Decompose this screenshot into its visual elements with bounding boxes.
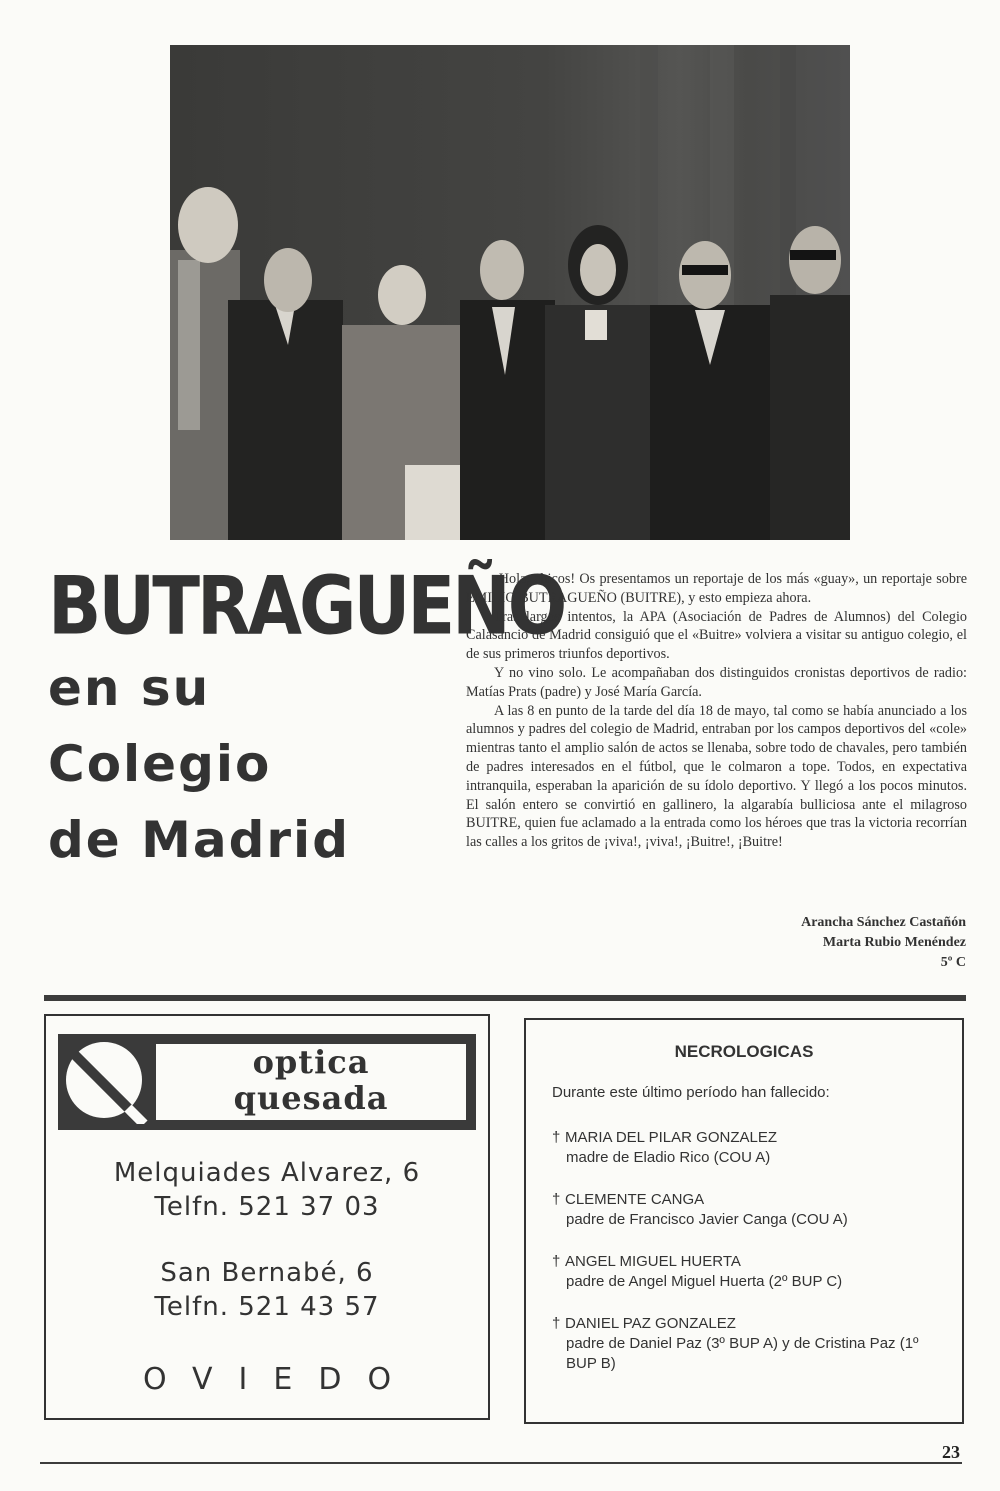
article-body: [466, 570, 967, 852]
cross-icon: †: [552, 1315, 561, 1332]
necrologicas-title: NECROLOGICAS: [674, 1042, 814, 1061]
ad-logo: [58, 1034, 476, 1130]
deceased-relation: madre de Eladio Rico (COU A): [566, 1149, 771, 1166]
headline-line-3: de Madrid: [48, 811, 350, 869]
author-name: Arancha Sánchez Castañón: [801, 915, 966, 930]
location-phone: Telfn. 521 37 03: [154, 1192, 380, 1222]
article-paragraph: ¡Hola, chicos! Os presentamos un reportaje de los más «guay», un reportaje sobre EMILIO BUTRAGUEÑO (BUITRE), y esto empieza ahora.: [466, 571, 967, 606]
deceased-relation: padre de Daniel Paz (3º BUP A) y de Cristina Paz (1º BUP B): [566, 1335, 919, 1372]
location-address: San Bernabé, 6: [160, 1258, 374, 1288]
section-divider: [44, 995, 966, 1001]
brand-line-1: optica: [252, 1043, 370, 1081]
author-class: 5º C: [940, 955, 966, 970]
necrologicas-box: [524, 1018, 964, 1424]
deceased-name: MARIA DEL PILAR GONZALEZ: [565, 1129, 777, 1146]
necrologica-entry: [552, 1128, 952, 1168]
cross-icon: †: [552, 1191, 561, 1208]
deceased-name: ANGEL MIGUEL HUERTA: [565, 1253, 741, 1270]
article-paragraph: Tras largos intentos, la APA (Asociación de Padres de Alumnos) del Colegio Calasancio de Madrid consiguió que el «Buitre» volviera a visitar su antiguo colegio, el de sus primeros triunfos deportivos.: [466, 608, 967, 663]
footer-divider: [40, 1462, 962, 1464]
location-phone: Telfn. 521 43 57: [154, 1292, 380, 1322]
headline-line-1: en su: [48, 659, 211, 717]
ad-brand-name: [156, 1044, 466, 1120]
necrologica-entry: [552, 1190, 952, 1230]
necrologica-entry: [552, 1314, 952, 1374]
author-name: Marta Rubio Menéndez: [822, 935, 966, 950]
article-paragraph: Y no vino solo. Le acompañaban dos distinguidos cronistas deportivos de radio: Matías Prats (padre) y José María García.: [466, 664, 967, 700]
headline-main: BUTRAGUEÑO: [48, 558, 565, 654]
article-headline: [48, 558, 565, 878]
cross-icon: †: [552, 1253, 561, 1270]
article-paragraph: A las 8 en punto de la tarde del día 18 de mayo, tal como se había anunciado a los alumnos y padres del colegio de Madrid, entraban por los campos deportivos del «cole» mientras tanto el amplio salón de actos se llenaba, sobre todo de chavales, pero también de padres interesados en el fútbol, que le colmaron a tope. Todos, en expectativa intranquila, esperaban la aparición de su ídolo deportivo. Y llegó a los pocos minutos. El salón entero se convirtió en gallinero, la algarabía bulliciosa ante el milagroso BUITRE, quien fue aclamado a la entrada como los héroes que tras la victoria recorrían las calles a los gritos de ¡viva!, ¡viva!, ¡Buitre!, ¡Buitre!: [466, 702, 967, 851]
necrologica-entry: [552, 1252, 952, 1292]
location-address: Melquiades Alvarez, 6: [113, 1158, 421, 1188]
deceased-relation: padre de Angel Miguel Huerta (2º BUP C): [566, 1273, 843, 1290]
q-lens-icon: [64, 1040, 148, 1124]
ad-city: OVIEDO: [142, 1362, 418, 1397]
article-byline: [801, 913, 966, 973]
optica-quesada-ad: [44, 1014, 490, 1420]
brand-line-2: quesada: [233, 1079, 389, 1117]
necrologicas-list: [552, 1128, 952, 1396]
deceased-name: DANIEL PAZ GONZALEZ: [565, 1315, 736, 1332]
photo-illustration: [170, 45, 850, 540]
necrologicas-intro: Durante este último período han fallecido:: [552, 1084, 830, 1101]
deceased-relation: padre de Francisco Javier Canga (COU A): [566, 1211, 848, 1228]
deceased-name: CLEMENTE CANGA: [565, 1191, 705, 1208]
headline-line-2: Colegio: [48, 735, 272, 793]
cross-icon: †: [552, 1129, 561, 1146]
page-number: 23: [942, 1442, 960, 1462]
group-photo: [170, 45, 850, 540]
